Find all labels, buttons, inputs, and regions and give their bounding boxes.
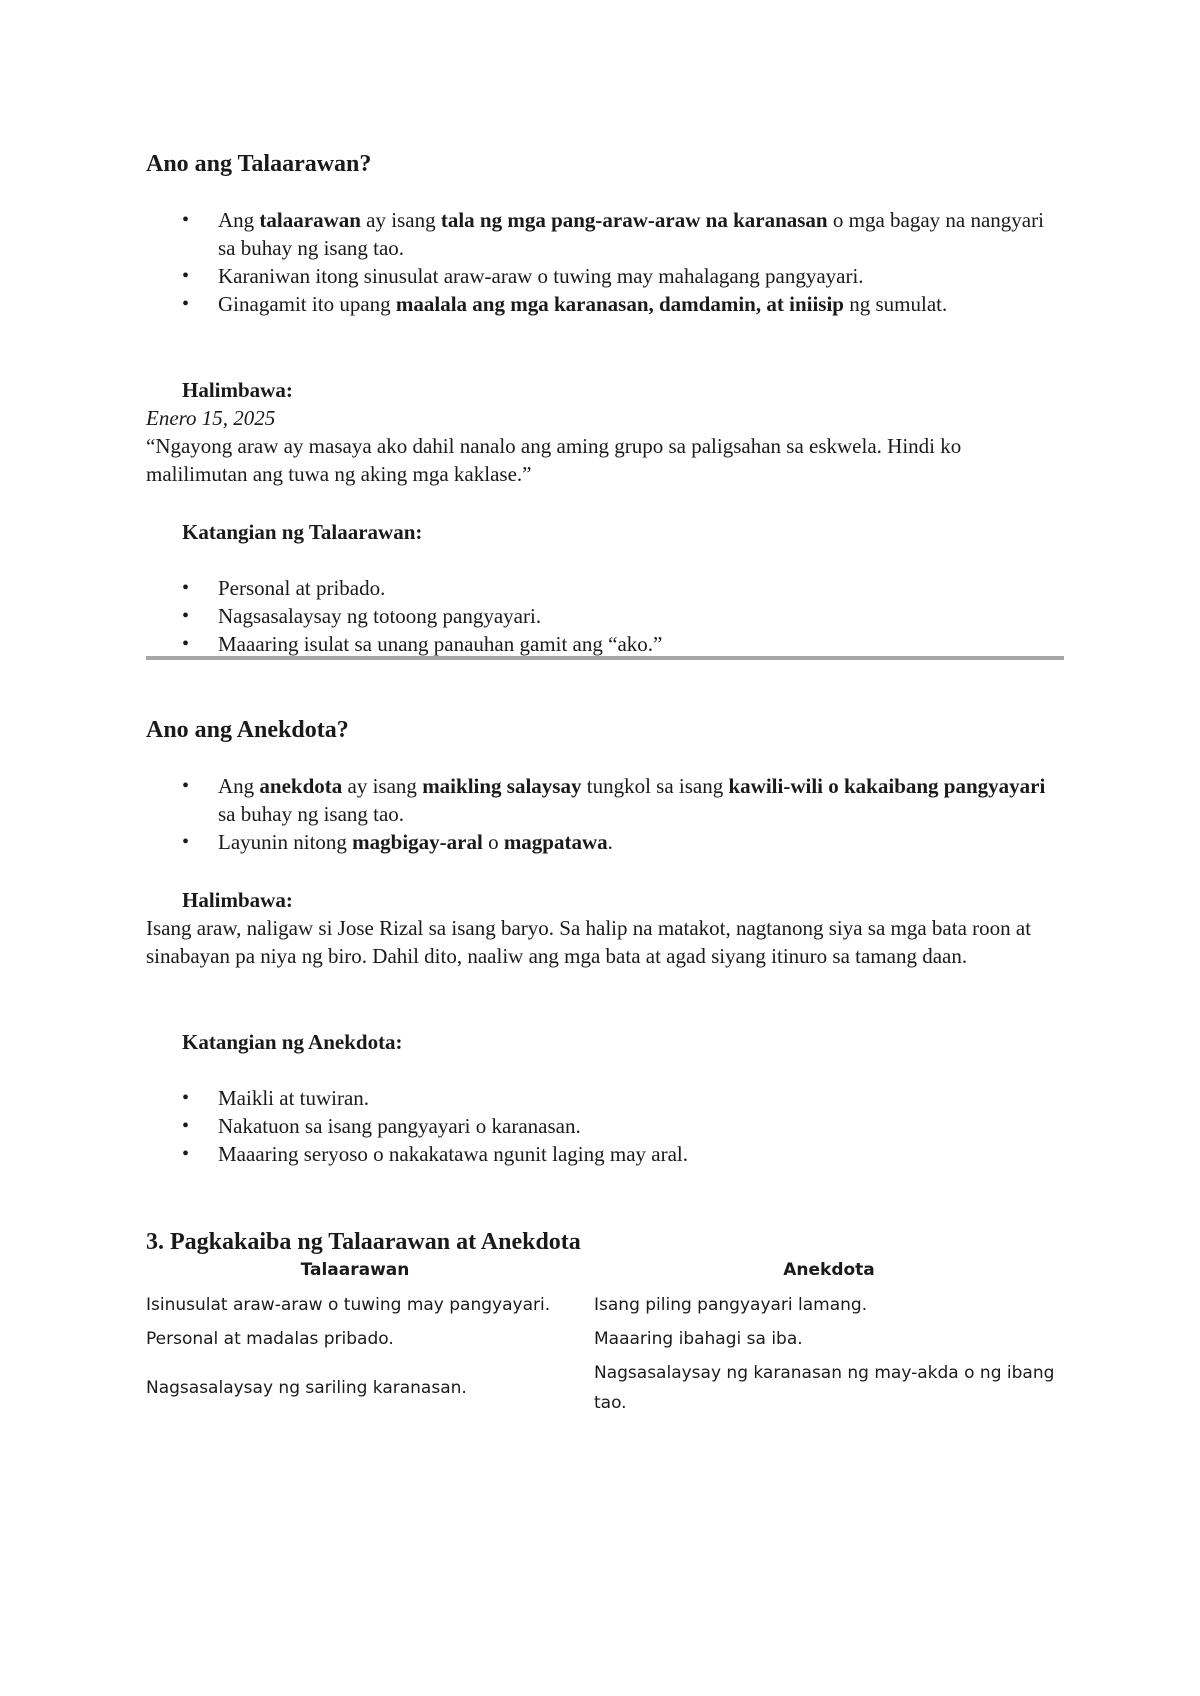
table-cell: Personal at madalas pribado. (146, 1329, 394, 1349)
example-label: Halimbawa: (182, 888, 293, 912)
traits-label: Katangian ng Anekdota: (182, 1030, 403, 1054)
anekdota-definition-list (146, 772, 1064, 856)
list-item: • Ang talaarawan ay isang tala ng mga pang-araw-araw na karanasan o mga bagay na nangyari sa buhay ng isang tao. (146, 206, 1064, 262)
table-cell: Isinusulat araw-araw o tuwing may pangyayari. (146, 1295, 551, 1315)
example-text: “Ngayong araw ay masaya ako dahil nanalo ang aming grupo sa paligsahan sa eskwela. Hindi ko malilimutan ang tuwa ng aking mga kaklase.” (146, 434, 962, 486)
example-text: Isang araw, naligaw si Jose Rizal sa isang baryo. Sa halip na matakot, nagtanong siya sa mga bata roon at sinabayan pa niya ng biro. Dahil dito, naaliw ang mga bata at agad siyang itinuro sa tamang daan. (146, 916, 1032, 968)
section-title-pagkakaiba: 3. Pagkakaiba ng Talaarawan at Anekdota (146, 1229, 581, 1255)
table-cell: Maaaring ibahagi sa iba. (594, 1329, 803, 1349)
table-row (146, 1356, 1064, 1420)
list-item: • Maikli at tuwiran. (146, 1084, 1064, 1112)
example-label: Halimbawa: (182, 378, 293, 402)
table-cell: Nagsasalaysay ng karanasan ng may-akda o ng ibang tao. (594, 1363, 1055, 1413)
column-header-talaarawan: Talaarawan (300, 1260, 410, 1280)
list-item: • Maaaring isulat sa unang panauhan gamit ang “ako.” (146, 630, 1064, 658)
talaarawan-traits-list (146, 574, 1064, 658)
comparison-table (146, 1260, 1064, 1420)
horizontal-divider (146, 656, 1064, 660)
talaarawan-definition-list (146, 206, 1064, 318)
list-item: • Karaniwan itong sinusulat araw-araw o tuwing may mahalagang pangyayari. (146, 262, 1064, 290)
list-item: • Nagsasalaysay ng totoong pangyayari. (146, 602, 1064, 630)
table-cell: Isang piling pangyayari lamang. (594, 1295, 868, 1315)
table-header-row (146, 1260, 1064, 1288)
list-item: • Nakatuon sa isang pangyayari o karanasan. (146, 1112, 1064, 1140)
list-item: • Maaaring seryoso o nakakatawa ngunit laging may aral. (146, 1140, 1064, 1168)
example-date: Enero 15, 2025 (146, 406, 276, 430)
list-item: • Personal at pribado. (146, 574, 1064, 602)
column-header-anekdota: Anekdota (783, 1260, 875, 1280)
table-cell: Nagsasalaysay ng sariling karanasan. (146, 1378, 467, 1398)
list-item: • Ang anekdota ay isang maikling salaysay tungkol sa isang kawili-wili o kakaibang pangyayari sa buhay ng isang tao. (146, 772, 1064, 828)
section-title-talaarawan: Ano ang Talaarawan? (146, 151, 372, 177)
list-item: • Layunin nitong magbigay-aral o magpatawa. (146, 828, 1064, 856)
list-item: • Ginagamit ito upang maalala ang mga karanasan, damdamin, at iniisip ng sumulat. (146, 290, 1064, 318)
anekdota-traits-list (146, 1084, 1064, 1168)
section-title-anekdota: Ano ang Anekdota? (146, 717, 349, 743)
table-row (146, 1288, 1064, 1322)
table-row (146, 1322, 1064, 1356)
traits-label: Katangian ng Talaarawan: (182, 520, 423, 544)
